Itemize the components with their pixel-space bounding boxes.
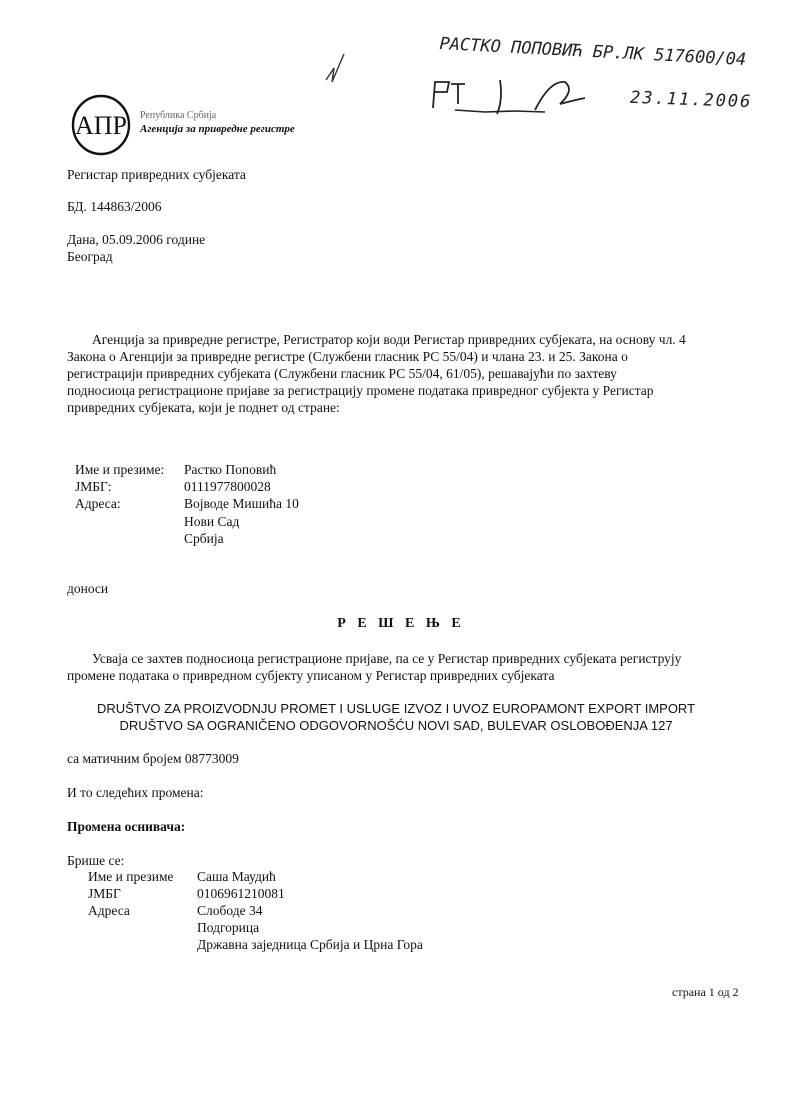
change-heading: Промена оснивача:	[67, 819, 186, 834]
svg-text:АПР: АПР	[74, 111, 128, 140]
removed-address-country: Државна заједница Србија и Црна Гора	[197, 937, 423, 952]
document-city: Београд	[67, 249, 113, 264]
applicant-address-street: Војводе Мишића 10	[184, 496, 299, 511]
intro-line-1: Агенција за привредне регистре, Регистратор који води Регистар привредних субјеката, на основу чл. 4	[92, 332, 686, 347]
removed-address-label: Адреса	[88, 903, 130, 918]
company-name-line-1: DRUŠTVO ZA PROIZVODNJU PROMET I USLUGE IZVOZ I UVOZ EUROPAMONT EXPORT IMPORT	[96, 701, 696, 716]
removed-name-label: Име и презиме	[88, 869, 174, 884]
logo-agency-name: Агенција за привредне регистре	[140, 123, 295, 135]
document-date: Дана, 05.09.2006 године	[67, 232, 206, 247]
removed-jmbg: 0106961210081	[197, 886, 285, 901]
intro-line-4: подносиоца регистрационе пријаве за регистрацију промене података привредног субјекта у Регистар	[67, 383, 654, 398]
applicant-address-city: Нови Сад	[184, 514, 240, 529]
donosi-text: доноси	[67, 581, 109, 596]
intro-line-5: привредних субјеката, који је поднет од стране:	[67, 400, 340, 415]
removed-address-city: Подгорица	[197, 920, 260, 935]
removed-name: Саша Маудић	[197, 869, 276, 884]
applicant-jmbg-label: ЈМБГ:	[75, 479, 112, 494]
decision-line-2: промене података о привредном субјекту уписаном у Регистар привредних субјеката	[67, 668, 555, 683]
handwritten-name-note: РАСТКО ПОПОВИЋ БР.ЛК 517600/04	[438, 34, 747, 71]
decision-title: Р Е Ш Е Њ Е	[337, 616, 465, 631]
case-number: БД. 144863/2006	[67, 199, 162, 214]
apr-logo-icon	[70, 94, 132, 156]
handwritten-signature	[425, 70, 615, 120]
applicant-address-label: Адреса:	[75, 496, 121, 511]
changes-intro: И то следећих промена:	[67, 785, 204, 800]
applicant-name: Растко Поповић	[184, 462, 277, 477]
decision-line-1: Усваја се захтев подносиоца регистрационе пријаве, па се у Регистар привредних субјеката региструју	[92, 651, 682, 666]
removed-address-street: Слободе 34	[197, 903, 263, 918]
applicant-address-country: Србија	[184, 531, 224, 546]
logo-country: Република Србија	[140, 110, 217, 121]
company-name-line-2: DRUŠTVO SA OGRANIČENO ODGOVORNOŠĆU NOVI SAD, BULEVAR OSLOBOĐENJA 127	[119, 718, 673, 733]
registration-number: са матичним бројем 08773009	[67, 751, 239, 766]
applicant-jmbg: 0111977800028	[184, 479, 271, 494]
page-number: страна 1 од 2	[672, 985, 739, 999]
intro-line-3: регистрацији привредних субјеката (Службени гласник РС 55/04, 61/05), решавајући по захтеву	[67, 366, 617, 381]
handwritten-check-mark	[320, 50, 350, 86]
removed-label: Брише се:	[67, 853, 125, 868]
intro-line-2: Закона о Агенцији за привредне регистре (Службени гласник РС 55/04) и члана 23. и 25. Закона о	[67, 349, 628, 364]
handwritten-date: 23.11.2006	[629, 87, 753, 113]
removed-jmbg-label: ЈМБГ	[88, 886, 121, 901]
registry-name: Регистар привредних субјеката	[67, 167, 246, 182]
applicant-name-label: Име и презиме:	[75, 462, 165, 477]
